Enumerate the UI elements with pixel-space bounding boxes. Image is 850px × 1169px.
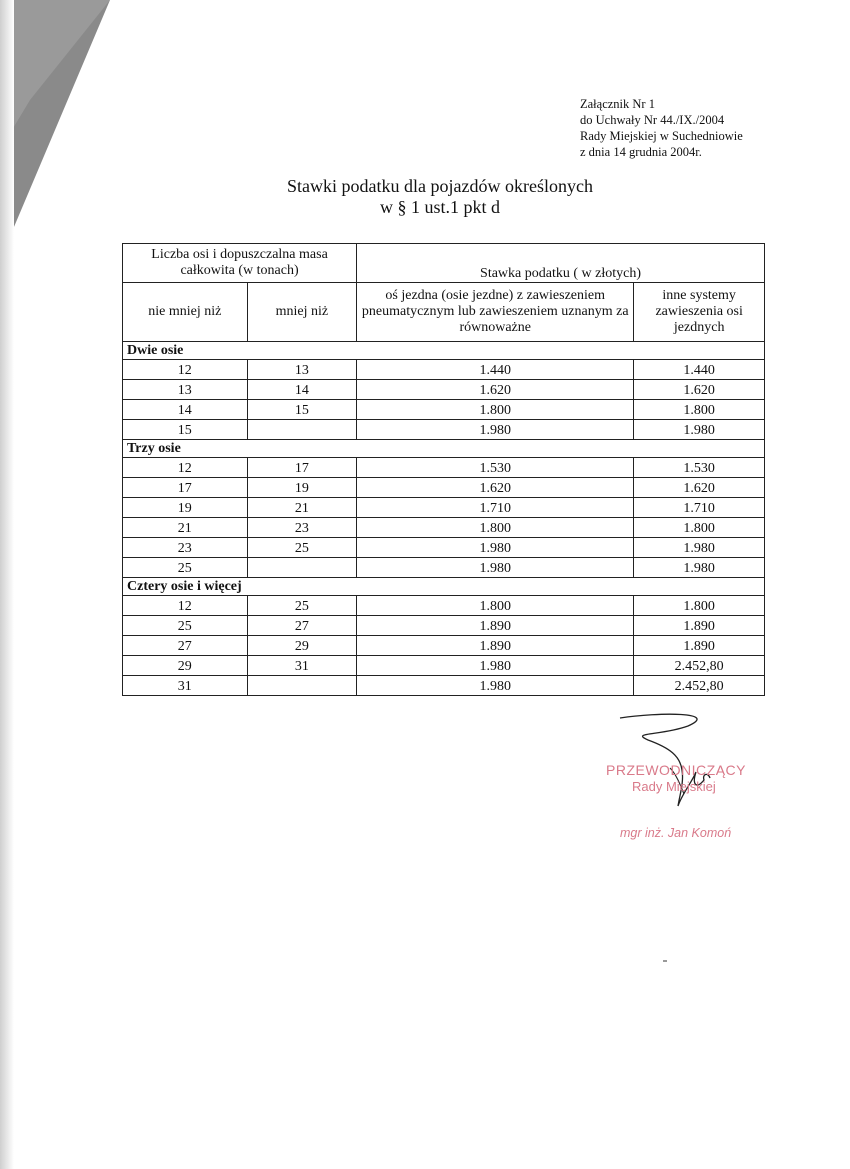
cell-rate-other: 2.452,80: [634, 656, 765, 676]
tax-rate-table: [122, 243, 765, 696]
cell-rate-other: 2.452,80: [634, 676, 765, 696]
document-title: [200, 176, 680, 218]
table-row: [123, 498, 765, 518]
cell-not-less-than: 12: [123, 360, 248, 380]
cell-rate-other: 1.800: [634, 518, 765, 538]
cell-less-than: [247, 676, 357, 696]
header-less-than: mniej niż: [247, 283, 357, 342]
cell-less-than: 19: [247, 478, 357, 498]
cell-not-less-than: 15: [123, 420, 248, 440]
table-row: [123, 400, 765, 420]
cell-rate-pneumatic: 1.980: [357, 656, 634, 676]
table-row: [123, 478, 765, 498]
group-label: Dwie osie: [123, 342, 765, 360]
cell-rate-other: 1.620: [634, 478, 765, 498]
cell-rate-pneumatic: 1.620: [357, 478, 634, 498]
cell-not-less-than: 19: [123, 498, 248, 518]
attachment-line: do Uchwały Nr 44./IX./2004: [580, 113, 725, 127]
scan-speck: [663, 960, 667, 962]
attachment-note: [580, 96, 780, 160]
cell-less-than: 27: [247, 616, 357, 636]
cell-rate-other: 1.890: [634, 636, 765, 656]
header-not-less-than: nie mniej niż: [123, 283, 248, 342]
cell-less-than: 23: [247, 518, 357, 538]
table-row: [123, 538, 765, 558]
table-subheader-row: [123, 283, 765, 342]
table-row: [123, 596, 765, 616]
cell-less-than: 31: [247, 656, 357, 676]
cell-less-than: 14: [247, 380, 357, 400]
cell-less-than: 21: [247, 498, 357, 518]
table-row: [123, 616, 765, 636]
table-row: [123, 636, 765, 656]
scan-corner-shadow: [0, 0, 110, 260]
cell-rate-pneumatic: 1.980: [357, 538, 634, 558]
cell-rate-other: 1.980: [634, 420, 765, 440]
cell-rate-other: 1.530: [634, 458, 765, 478]
cell-not-less-than: 17: [123, 478, 248, 498]
cell-less-than: [247, 558, 357, 578]
header-pneumatic-suspension: oś jezdna (osie jezdne) z zawieszeniem pneumatycznym lub zawieszeniem uznanym za równoważne: [357, 283, 634, 342]
cell-not-less-than: 27: [123, 636, 248, 656]
cell-less-than: 29: [247, 636, 357, 656]
stamp-role: PRZEWODNICZĄCY: [606, 762, 746, 778]
cell-rate-pneumatic: 1.620: [357, 380, 634, 400]
cell-less-than: 25: [247, 538, 357, 558]
cell-not-less-than: 13: [123, 380, 248, 400]
cell-rate-pneumatic: 1.800: [357, 518, 634, 538]
cell-not-less-than: 31: [123, 676, 248, 696]
cell-less-than: 25: [247, 596, 357, 616]
cell-rate-other: 1.800: [634, 400, 765, 420]
table-row: [123, 656, 765, 676]
header-axles-mass: Liczba osi i dopuszczalna masa całkowita (w tonach): [123, 244, 357, 283]
group-header-row: [123, 440, 765, 458]
cell-rate-other: 1.980: [634, 538, 765, 558]
cell-rate-pneumatic: 1.800: [357, 400, 634, 420]
cell-less-than: 15: [247, 400, 357, 420]
table-row: [123, 518, 765, 538]
table-row: [123, 558, 765, 578]
cell-rate-pneumatic: 1.530: [357, 458, 634, 478]
table-row: [123, 676, 765, 696]
cell-rate-pneumatic: 1.800: [357, 596, 634, 616]
table-row: [123, 360, 765, 380]
cell-rate-other: 1.980: [634, 558, 765, 578]
attachment-line: Rady Miejskiej w Suchedniowie: [580, 129, 743, 143]
cell-rate-pneumatic: 1.980: [357, 676, 634, 696]
table-header-row: [123, 244, 765, 283]
cell-not-less-than: 12: [123, 596, 248, 616]
table-row: [123, 380, 765, 400]
stamp-name: mgr inż. Jan Komoń: [620, 826, 732, 840]
cell-rate-other: 1.710: [634, 498, 765, 518]
cell-not-less-than: 21: [123, 518, 248, 538]
stamp-council: Rady Miejskiej: [632, 779, 716, 794]
cell-less-than: [247, 420, 357, 440]
cell-rate-pneumatic: 1.980: [357, 558, 634, 578]
attachment-line: z dnia 14 grudnia 2004r.: [580, 145, 702, 159]
cell-rate-pneumatic: 1.710: [357, 498, 634, 518]
cell-rate-pneumatic: 1.890: [357, 636, 634, 656]
cell-rate-other: 1.620: [634, 380, 765, 400]
cell-not-less-than: 25: [123, 616, 248, 636]
table-row: [123, 458, 765, 478]
cell-rate-other: 1.890: [634, 616, 765, 636]
title-line: Stawki podatku dla pojazdów określonych: [287, 176, 593, 196]
cell-not-less-than: 23: [123, 538, 248, 558]
cell-not-less-than: 25: [123, 558, 248, 578]
group-label: Cztery osie i więcej: [123, 578, 765, 596]
cell-not-less-than: 29: [123, 656, 248, 676]
header-other-suspension: inne systemy zawieszenia osi jezdnych: [634, 283, 765, 342]
attachment-line: Załącznik Nr 1: [580, 97, 655, 111]
group-label: Trzy osie: [123, 440, 765, 458]
cell-not-less-than: 12: [123, 458, 248, 478]
cell-rate-other: 1.440: [634, 360, 765, 380]
scan-left-edge: [0, 0, 14, 1169]
table-row: [123, 420, 765, 440]
cell-less-than: 17: [247, 458, 357, 478]
cell-not-less-than: 14: [123, 400, 248, 420]
group-header-row: [123, 578, 765, 596]
cell-rate-pneumatic: 1.440: [357, 360, 634, 380]
cell-rate-pneumatic: 1.980: [357, 420, 634, 440]
group-header-row: [123, 342, 765, 360]
cell-rate-other: 1.800: [634, 596, 765, 616]
cell-less-than: 13: [247, 360, 357, 380]
title-line: w § 1 ust.1 pkt d: [379, 197, 500, 217]
cell-rate-pneumatic: 1.890: [357, 616, 634, 636]
header-tax-rate: Stawka podatku ( w złotych): [357, 244, 765, 283]
